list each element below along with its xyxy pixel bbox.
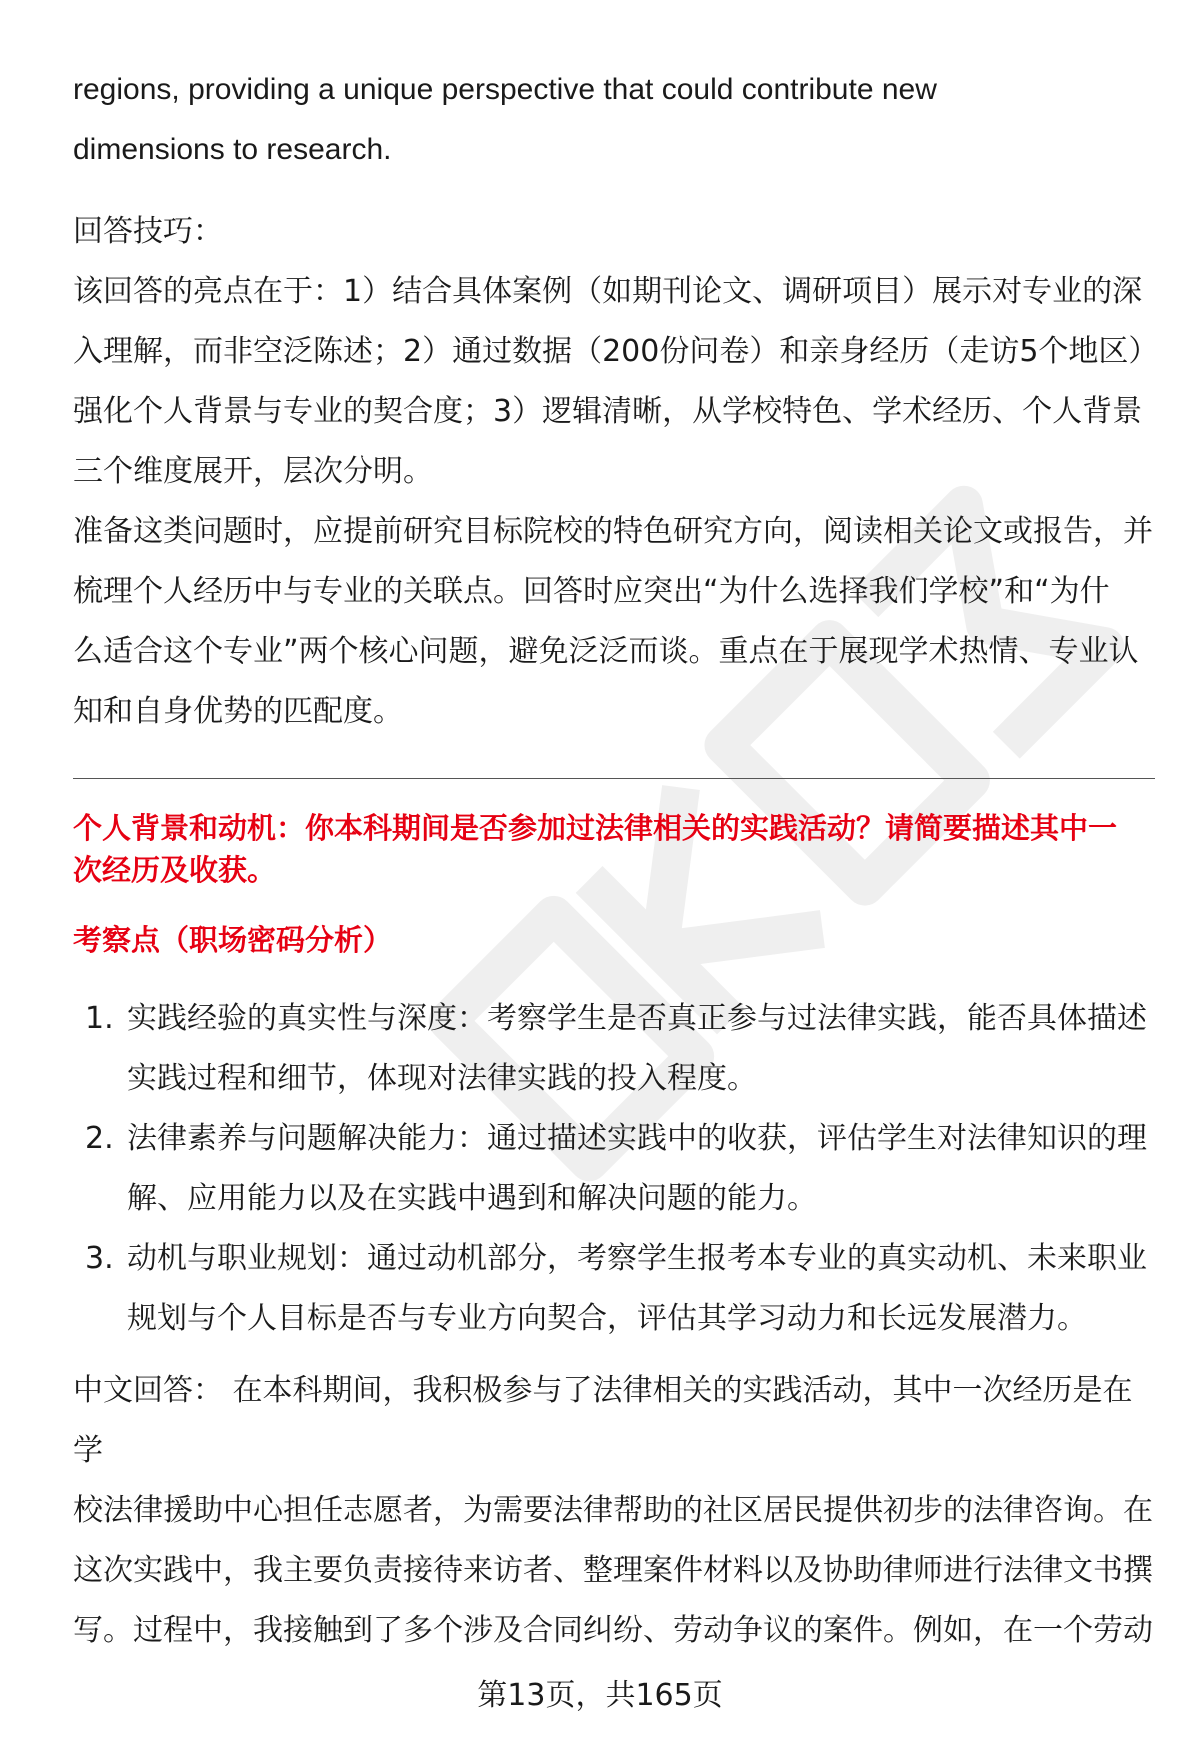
tips-line: 强化个人背景与专业的契合度；3）逻辑清晰，从学校特色、学术经历、个人背景 — [73, 394, 1143, 429]
answer-line: 写。过程中，我接触到了多个涉及合同纠纷、劳动争议的案件。例如，在一个劳动 — [73, 1613, 1153, 1648]
tips-paragraph-1 — [73, 262, 1159, 502]
answer-line: 校法律援助中心担任志愿者，为需要法律帮助的社区居民提供初步的法律咨询。在 — [73, 1493, 1153, 1528]
tips-line: 该回答的亮点在于：1）结合具体案例（如期刊论文、调研项目）展示对专业的深 — [73, 274, 1143, 309]
answer-line: 中文回答： 在本科期间，我积极参与了法律相关的实践活动，其中一次经历是在学 — [73, 1373, 1133, 1468]
tips-line: 知和自身优势的匹配度。 — [73, 694, 403, 729]
tips-line: 么适合这个专业”两个核心问题，避免泛泛而谈。重点在于展现学术热情、专业认 — [73, 634, 1139, 669]
list-item-line: 解、应用能力以及在实践中遇到和解决问题的能力。 — [127, 1181, 817, 1216]
tips-line: 梳理个人经历中与专业的关联点。回答时应突出“为什么选择我们学校”和“为什 — [73, 574, 1110, 609]
question-line: 个人背景和动机：你本科期间是否参加过法律相关的实践活动？请简要描述其中一 — [73, 811, 1118, 845]
list-item-number: 1. — [85, 1001, 114, 1036]
section-divider — [73, 778, 1155, 779]
intro-line: dimensions to research. — [73, 133, 392, 166]
answer-line: 这次实践中，我主要负责接待来访者、整理案件材料以及协助律师进行法律文书撰 — [73, 1553, 1153, 1588]
list-item — [73, 989, 1155, 1109]
list-item-line: 实践经验的真实性与深度：考察学生是否真正参与过法律实践，能否具体描述 — [127, 1001, 1147, 1036]
list-item-number: 3. — [85, 1241, 114, 1276]
list-item — [73, 1109, 1155, 1229]
intro-paragraph — [73, 60, 1155, 180]
tips-paragraph-2 — [73, 502, 1155, 742]
list-item-number: 2. — [85, 1121, 114, 1156]
list-item — [73, 1229, 1155, 1349]
page-footer: 第13页，共165页 — [477, 1678, 723, 1713]
tips-heading: 回答技巧： — [73, 214, 223, 249]
list-item-line: 规划与个人目标是否与专业方向契合，评估其学习动力和长远发展潜力。 — [127, 1301, 1087, 1336]
list-item-line: 法律素养与问题解决能力：通过描述实践中的收获，评估学生对法律知识的理 — [127, 1121, 1147, 1156]
list-item-line: 实践过程和细节，体现对法律实践的投入程度。 — [127, 1061, 757, 1096]
tips-line: 准备这类问题时，应提前研究目标院校的特色研究方向，阅读相关论文或报告，并 — [73, 514, 1153, 549]
document-page — [73, 60, 1159, 1661]
tips-line: 三个维度展开，层次分明。 — [73, 454, 433, 489]
focus-points-list — [73, 989, 1155, 1349]
question-heading — [73, 807, 1155, 891]
question-line: 次经历及收获。 — [73, 853, 277, 887]
answer-paragraph — [73, 1361, 1155, 1661]
intro-line: regions, providing a unique perspective that could contribute new — [73, 73, 937, 106]
list-item-line: 动机与职业规划：通过动机部分，考察学生报考本专业的真实动机、未来职业 — [127, 1241, 1147, 1276]
focus-heading: 考察点（职场密码分析） — [73, 923, 393, 957]
tips-line: 入理解，而非空泛陈述；2）通过数据（200份问卷）和亲身经历（走访5个地区） — [73, 334, 1159, 369]
